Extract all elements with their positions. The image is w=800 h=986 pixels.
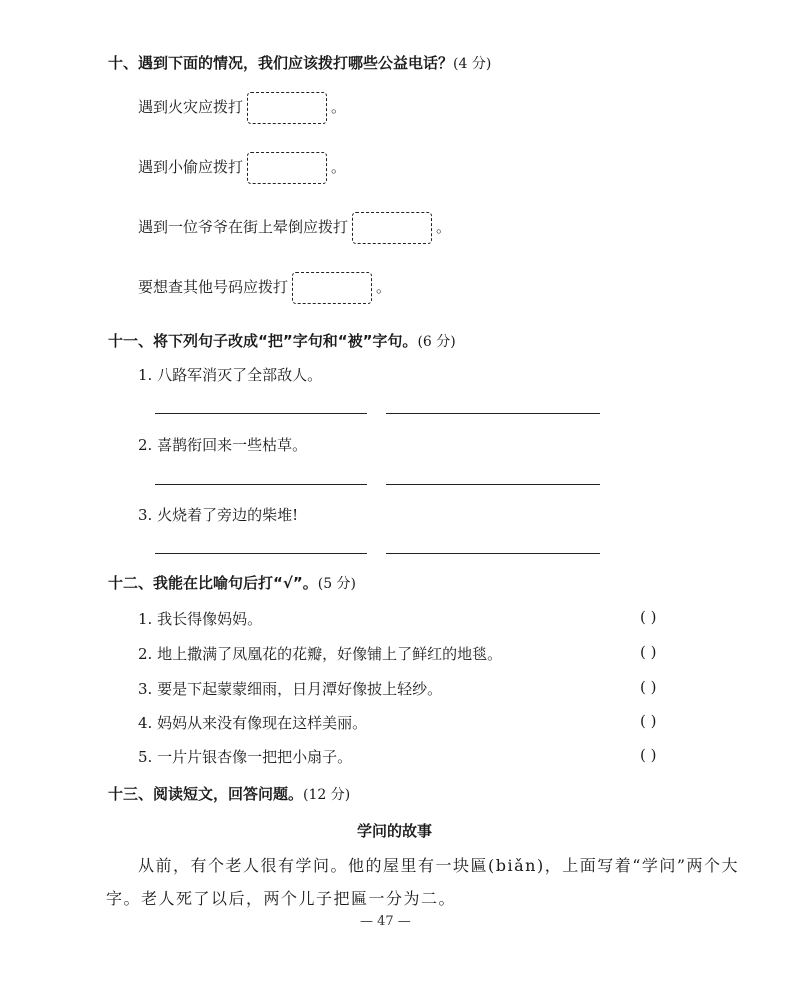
- answer-box-thief[interactable]: [247, 152, 327, 184]
- q12-sentence-5: 5. 一片片银杏像一把把小扇子。: [138, 748, 353, 766]
- answer-line-ba-3[interactable]: [155, 553, 367, 554]
- check-paren-4[interactable]: ( ): [640, 712, 657, 730]
- q10-heading-text: 十、遇到下面的情况，我们应该拨打哪些公益电话？: [108, 54, 454, 72]
- q10-item-2: 遇到小偷应拨打 。: [138, 152, 346, 184]
- q11-sentence-3: 3. 火烧着了旁边的柴堆!: [138, 506, 299, 524]
- answer-line-bei-1[interactable]: [386, 413, 600, 414]
- q12-sentence-3: 3. 要是下起蒙蒙细雨，日月潭好像披上轻纱。: [138, 680, 443, 698]
- check-paren-2[interactable]: ( ): [640, 643, 657, 661]
- q11-sentence-2: 2. 喜鹊衔回来一些枯草。: [138, 436, 308, 454]
- answer-box-directory[interactable]: [292, 272, 372, 304]
- passage-title: 学问的故事: [357, 822, 433, 840]
- q11-sentence-1: 1. 八路军消灭了全部敌人。: [138, 366, 323, 384]
- passage-line-2: 字。老人死了以后，两个儿子把匾一分为二。: [106, 889, 457, 908]
- check-paren-3[interactable]: ( ): [640, 678, 657, 696]
- q11-heading: 十一、将下列句子改成“把”字句和“被”字句。(6 分): [108, 332, 456, 350]
- q12-sentence-2: 2. 地上撒满了凤凰花的花瓣，好像铺上了鲜红的地毯。: [138, 645, 503, 663]
- q10-heading: [108, 52, 491, 73]
- page-number: — 47 —: [360, 914, 411, 929]
- q12-heading: 十二、我能在比喻句后打“√”。(5 分): [108, 574, 357, 592]
- passage-line-1: 从前，有个老人很有学问。他的屋里有一块匾(biǎn)，上面写着“学问”两个大: [138, 856, 740, 875]
- answer-line-bei-2[interactable]: [386, 484, 600, 485]
- q13-heading: 十三、阅读短文，回答问题。(12 分): [108, 785, 351, 803]
- q10-item-1: 遇到火灾应拨打 。: [138, 92, 346, 124]
- q10-item-3: 遇到一位爷爷在街上晕倒应拨打 。: [138, 212, 451, 244]
- q12-sentence-4: 4. 妈妈从来没有像现在这样美丽。: [138, 714, 368, 732]
- check-paren-1[interactable]: ( ): [640, 608, 657, 626]
- q12-sentence-1: 1. 我长得像妈妈。: [138, 610, 263, 628]
- answer-line-ba-1[interactable]: [155, 413, 367, 414]
- q10-points: (4 分): [453, 56, 492, 72]
- answer-box-ambulance[interactable]: [352, 212, 432, 244]
- answer-line-bei-3[interactable]: [386, 553, 600, 554]
- answer-line-ba-2[interactable]: [155, 484, 367, 485]
- q10-item-4: 要想查其他号码应拨打 。: [138, 272, 391, 304]
- check-paren-5[interactable]: ( ): [640, 746, 657, 764]
- answer-box-fire[interactable]: [247, 92, 327, 124]
